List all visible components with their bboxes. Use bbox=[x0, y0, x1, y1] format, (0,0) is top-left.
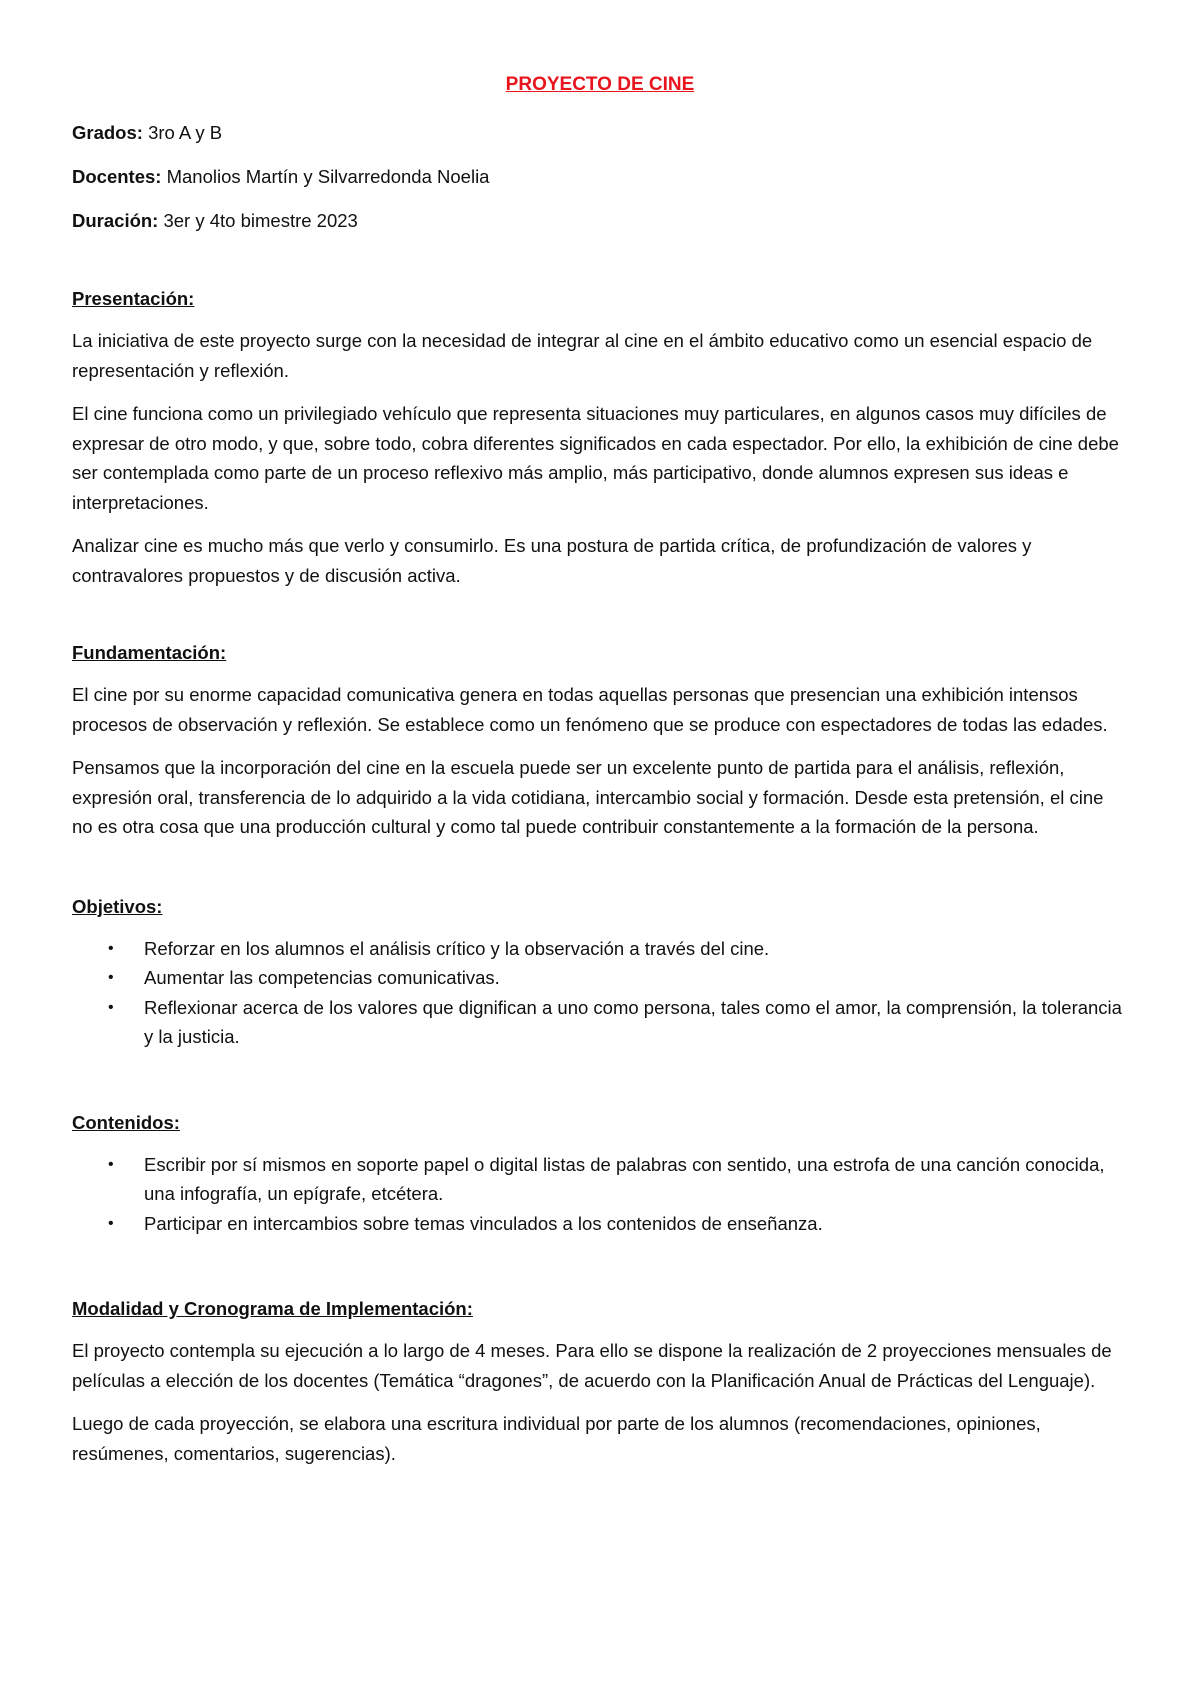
presentacion-heading: Presentación: bbox=[72, 288, 195, 309]
list-item bbox=[72, 934, 1128, 964]
bullet-icon: • bbox=[108, 998, 114, 1016]
grados-label: Grados: bbox=[72, 122, 143, 143]
modalidad-paragraph: Luego de cada proyección, se elabora una escritura individual por parte de los alumnos (recomendaciones, opiniones, resúmenes, comentarios, sugerencias). bbox=[72, 1413, 1041, 1464]
modalidad-paragraph: El proyecto contempla su ejecución a lo largo de 4 meses. Para ello se dispone la realización de 2 proyecciones mensuales de películas a elección de los docentes (Temática “dragones”, de acuerdo con la Planificación Anual de Prácticas del Lenguaje). bbox=[72, 1340, 1112, 1391]
presentacion-paragraph: Analizar cine es mucho más que verlo y consumirlo. Es una postura de partida crítica, de profundización de valores y contravalores propuestos y de discusión activa. bbox=[72, 535, 1032, 586]
list-item-text: Reforzar en los alumnos el análisis crítico y la observación a través del cine. bbox=[144, 937, 770, 959]
docentes-label: Docentes: bbox=[72, 166, 162, 187]
bullet-icon: • bbox=[108, 969, 114, 986]
objetivos-list bbox=[72, 934, 1128, 1052]
bullet-icon: • bbox=[108, 1214, 114, 1232]
list-item-text: Participar en intercambios sobre temas vinculados a los contenidos de enseñanza. bbox=[144, 1212, 823, 1234]
list-item-text: Aumentar las competencias comunicativas. bbox=[144, 967, 500, 988]
grados-value: 3ro A y B bbox=[142, 122, 223, 143]
contenidos-heading: Contenidos: bbox=[72, 1111, 180, 1133]
presentacion-paragraph: La iniciativa de este proyecto surge con la necesidad de integrar al cine en el ámbito educativo como un esencial espacio de representación y reflexión. bbox=[72, 330, 1093, 381]
list-item-text: Reflexionar acerca de los valores que dignifican a uno como persona, tales como el amor, la comprensión, la tolerancia y la justicia. bbox=[144, 996, 1122, 1047]
modalidad-heading: Modalidad y Cronograma de Implementación: bbox=[72, 1298, 473, 1319]
document-title: PROYECTO DE CINE bbox=[505, 74, 695, 95]
list-item-text: Escribir por sí mismos en soporte papel o digital listas de palabras con sentido, una estrofa de una canción conocida, una infografía, un epígrafe, etcétera. bbox=[144, 1153, 1105, 1204]
list-item bbox=[72, 1209, 1128, 1239]
duracion-line bbox=[72, 208, 1128, 234]
duracion-value: 3er y 4to bimestre 2023 bbox=[158, 210, 358, 231]
bullet-icon: • bbox=[108, 1155, 114, 1173]
contenidos-list bbox=[72, 1150, 1128, 1239]
list-item bbox=[72, 1150, 1128, 1209]
fundamentacion-heading: Fundamentación: bbox=[72, 642, 227, 663]
presentacion-paragraph: El cine funciona como un privilegiado vehículo que representa situaciones muy particulares, en algunos casos muy difíciles de expresar de otro modo, y que, sobre todo, cobra diferentes significados en cada espectador. Por ello, la exhibición de cine debe ser contemplada como parte de un proceso reflexivo más amplio, más participativo, donde alumnos expresen sus ideas e interpretaciones. bbox=[72, 403, 1119, 513]
fundamentacion-paragraph: El cine por su enorme capacidad comunicativa genera en todas aquellas personas que presencian una exhibición intensos procesos de observación y reflexión. Se establece como un fenómeno que se produce con espectadores de todas las edades. bbox=[72, 684, 1108, 735]
duracion-label: Duración: bbox=[72, 210, 159, 231]
docentes-line bbox=[72, 164, 1128, 190]
objetivos-heading: Objetivos: bbox=[72, 895, 163, 917]
docentes-value: Manolios Martín y Silvarredonda Noelia bbox=[161, 166, 490, 187]
bullet-icon: • bbox=[108, 939, 114, 957]
list-item bbox=[72, 993, 1128, 1052]
grados-line bbox=[72, 120, 1128, 146]
list-item bbox=[72, 963, 1128, 993]
fundamentacion-paragraph: Pensamos que la incorporación del cine en la escuela puede ser un excelente punto de partida para el análisis, reflexión, expresión oral, transferencia de lo adquirido a la vida cotidiana, intercambio social y formación. Desde esta pretensión, el cine no es otra cosa que una producción cultural y como tal puede contribuir constantemente a la formación de la persona. bbox=[72, 757, 1104, 837]
